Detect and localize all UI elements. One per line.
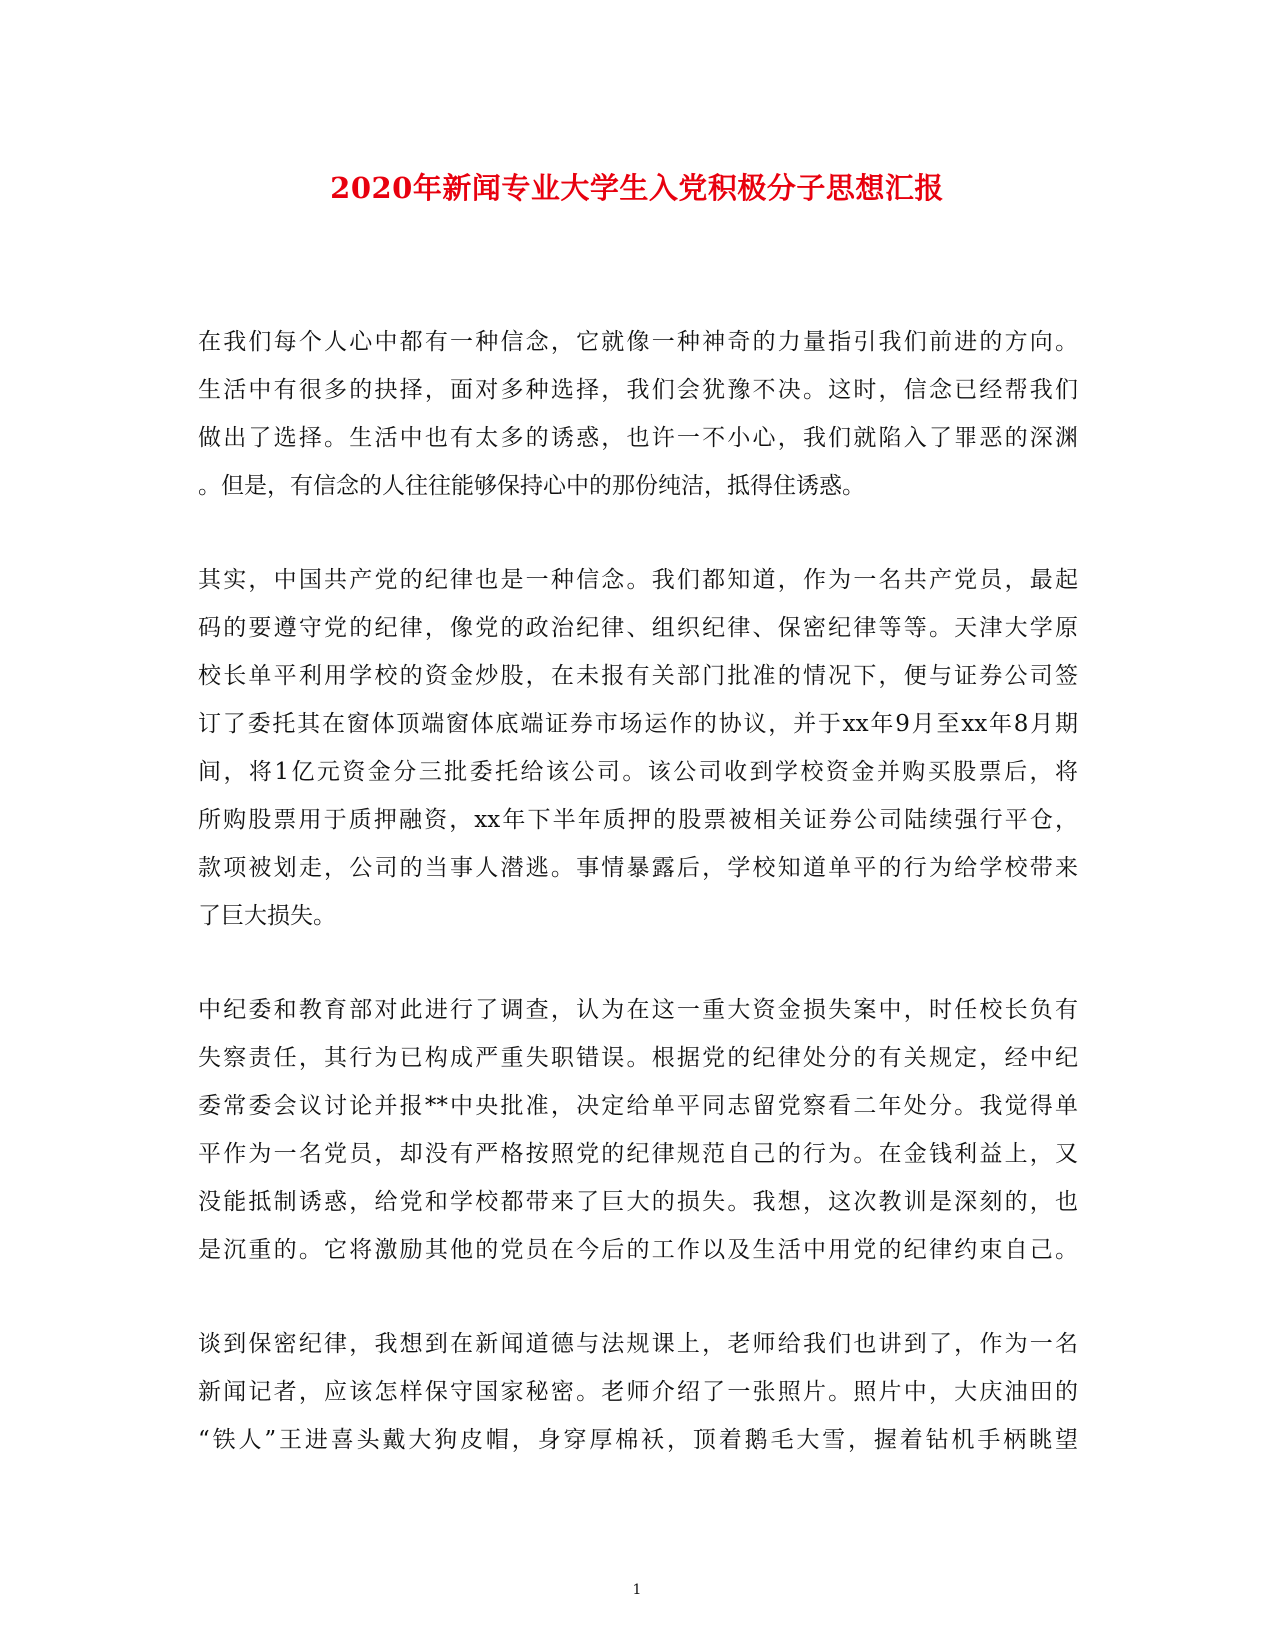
paragraph-line: 中纪委和教育部对此进行了调查，认为在这一重大资金损失案中，时任校长负有 [198, 997, 1078, 1023]
paragraph-3 [198, 986, 1078, 1274]
paragraph-line: 其实，中国共产党的纪律也是一种信念。我们都知道，作为一名共产党员，最起 [198, 567, 1078, 593]
paragraph-line: 在我们每个人心中都有一种信念，它就像一种神奇的力量指引我们前进的方向。 [198, 329, 1078, 355]
paragraph-2 [198, 556, 1078, 940]
paragraph-line: 平作为一名党员，却没有严格按照党的纪律规范自己的行为。在金钱利益上，又 [198, 1141, 1078, 1167]
paragraph-line: 新闻记者，应该怎样保守国家秘密。老师介绍了一张照片。照片中，大庆油田的 [198, 1379, 1078, 1405]
page-number: 1 [632, 1582, 642, 1598]
paragraph-line: 订了委托其在窗体顶端窗体底端证券市场运作的协议，并于xx年9月至xx年8月期 [198, 711, 1078, 737]
paragraph-line: 谈到保密纪律，我想到在新闻道德与法规课上，老师给我们也讲到了，作为一名 [198, 1331, 1078, 1357]
paragraph-4 [198, 1320, 1078, 1464]
paragraph-line: 委常委会议讨论并报**中央批准，决定给单平同志留党察看二年处分。我觉得单 [198, 1093, 1078, 1119]
paragraph-line: 生活中有很多的抉择，面对多种选择，我们会犹豫不决。这时，信念已经帮我们 [198, 377, 1078, 403]
paragraph-line: 所购股票用于质押融资，xx年下半年质押的股票被相关证券公司陆续强行平仓， [198, 807, 1078, 833]
paragraph-line: 。但是，有信念的人往往能够保持心中的那份纯洁，抵得住诱惑。 [198, 473, 865, 499]
paragraph-line: “铁人”王进喜头戴大狗皮帽，身穿厚棉袄，顶着鹅毛大雪，握着钻机手柄眺望 [198, 1427, 1078, 1453]
paragraph-line: 是沉重的。它将激励其他的党员在今后的工作以及生活中用党的纪律约束自己。 [198, 1237, 1078, 1263]
paragraph-line: 间，将1亿元资金分三批委托给该公司。该公司收到学校资金并购买股票后，将 [198, 759, 1078, 785]
document-body [198, 318, 1078, 1510]
document-title: 2020年新闻专业大学生入党积极分子思想汇报 [330, 171, 944, 205]
paragraph-line: 做出了选择。生活中也有太多的诱惑，也许一不小心，我们就陷入了罪恶的深渊 [198, 425, 1078, 451]
paragraph-line: 款项被划走，公司的当事人潜逃。事情暴露后，学校知道单平的行为给学校带来 [198, 855, 1078, 881]
paragraph-line: 没能抵制诱惑，给党和学校都带来了巨大的损失。我想，这次教训是深刻的，也 [198, 1189, 1078, 1215]
paragraph-line: 失察责任，其行为已构成严重失职错误。根据党的纪律处分的有关规定，经中纪 [198, 1045, 1078, 1071]
paragraph-line: 校长单平利用学校的资金炒股，在未报有关部门批准的情况下，便与证券公司签 [198, 663, 1078, 689]
paragraph-line: 码的要遵守党的纪律，像党的政治纪律、组织纪律、保密纪律等等。天津大学原 [198, 615, 1078, 641]
paragraph-1 [198, 318, 1078, 510]
paragraph-line: 了巨大损失。 [198, 903, 336, 929]
